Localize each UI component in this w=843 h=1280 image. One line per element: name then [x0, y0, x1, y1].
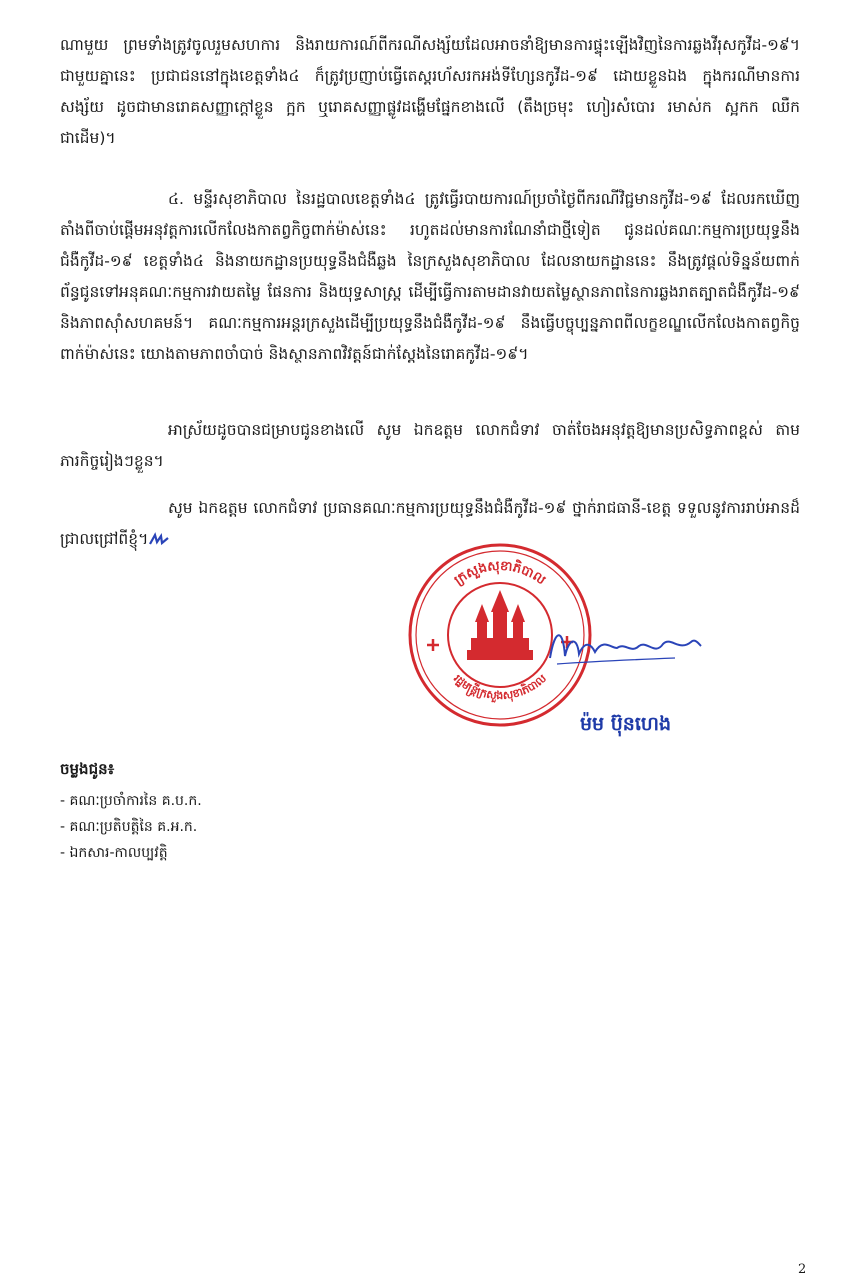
paragraph-continuation: ណាមួយ ព្រមទាំងត្រូវចូលរួមសហការ និងរាយការណ៍ពីករណីសង្ស័យដែលអាចនាំឱ្យមានការផ្ទុះឡើងវិញនៃការឆ្លងវីរុសកូវីដ-១៩។ ជាមួយគ្នានេះ ប្រជាជននៅក្នុងខេត្តទាំង៤ ក៏ត្រូវប្រញាប់ធ្វើតេស្តរហ័សរកអង់ទីហ្សែនកូវីដ-១៩ ដោយខ្លួនឯង ក្នុងករណីមានការសង្ស័យ ដូចជាមានរោគសញ្ញាក្តៅខ្លួន ក្អក ឬរោគសញ្ញាផ្លូវដង្ហើមផ្នែកខាងលើ (តឹងច្រមុះ ហៀរសំបោរ រមាស់ក ស្អកក ឈឺក ជាដើម)។ — [60, 36, 800, 147]
signer-name: ម៉ម ប៊ុនហេង — [580, 713, 672, 735]
stamp-bottom-text: រដ្ឋមន្ត្រីក្រសួងសុខាភិបាល — [451, 671, 549, 703]
cc-list — [60, 788, 202, 866]
handwritten-signature — [545, 618, 705, 678]
paragraph-item-4: ៤. មន្ទីរសុខាភិបាល នៃរដ្ឋបាលខេត្តទាំង៤ ត្រូវធ្វើរបាយការណ៍ប្រចាំថ្ងៃពីករណីវិជ្ជមានកូវីដ-១៩ ដែលរកឃើញតាំងពីចាប់ផ្តើមអនុវត្តការលើកលែងកាតព្វកិច្ចពាក់ម៉ាស់នេះ រហូតដល់មានការណែនាំជាថ្មីទៀត ជូនដល់គណៈកម្មការប្រយុទ្ធនឹងជំងឺកូវីដ-១៩ ខេត្តទាំង៤ និងនាយកដ្ឋានប្រយុទ្ធនឹងជំងឺឆ្លង នៃក្រសួងសុខាភិបាល ដែលនាយកដ្ឋាននេះ នឹងត្រូវផ្តល់ទិន្នន័យពាក់ព័ន្ធជូនទៅអនុគណៈកម្មការវាយតម្លៃ ផែនការ និងយុទ្ធសាស្ត្រ ដើម្បីធ្វើការតាមដានវាយតម្លៃស្ថានភាពនៃការឆ្លងរាតត្បាតជំងឺកូវីដ-១៩ និងភាពស៊ាំសហគមន៍។ គណៈកម្មការអន្តរក្រសួងដើម្បីប្រយុទ្ធនឹងជំងឺកូវីដ-១៩ នឹងធ្វើបច្ចុប្បន្នភាពពីលក្ខខណ្ឌលើកលែងកាតព្វកិច្ចពាក់ម៉ាស់នេះ យោងតាមភាពចាំបាច់ និងស្ថានភាពវិវត្តន៍ជាក់ស្តែងនៃរោគកូវីដ-១៩។ — [60, 190, 800, 363]
cc-list-item: - គណៈប្រចាំការនៃ គ.ប.ក. — [60, 793, 202, 809]
closing-text: សូម ឯកឧត្តម លោកជំទាវ ប្រធានគណៈកម្មការប្រយុទ្ធនឹងជំងឺកូវីដ-១៩ ថ្នាក់រាជធានី-ខេត្ត ទទួលនូវការរាប់អានដ៏ជ្រាលជ្រៅពីខ្ញុំ។ — [60, 499, 800, 548]
initial-paraph-icon — [148, 532, 170, 548]
cc-list-item: - ឯកសារ-កាលប្បវត្តិ — [60, 845, 168, 861]
stamp-top-text: ក្រសួងសុខាភិបាល — [451, 558, 549, 589]
svg-text:ក្រសួងសុខាភិបាល — [452, 558, 549, 588]
cc-title: ចម្លងជូន៖ — [60, 760, 115, 778]
page-number: 2 — [798, 1262, 807, 1277]
paragraph-request: អាស្រ័យដូចបានជម្រាបជូនខាងលើ សូម ឯកឧត្តម លោកជំទាវ ចាត់ចែងអនុវត្តឱ្យមានប្រសិទ្ធភាពខ្ពស់ តាមភារកិច្ចរៀងៗខ្លួន។ — [60, 421, 800, 470]
cc-list-item: - គណៈប្រតិបត្តិនៃ គ.អ.ក. — [60, 819, 198, 835]
